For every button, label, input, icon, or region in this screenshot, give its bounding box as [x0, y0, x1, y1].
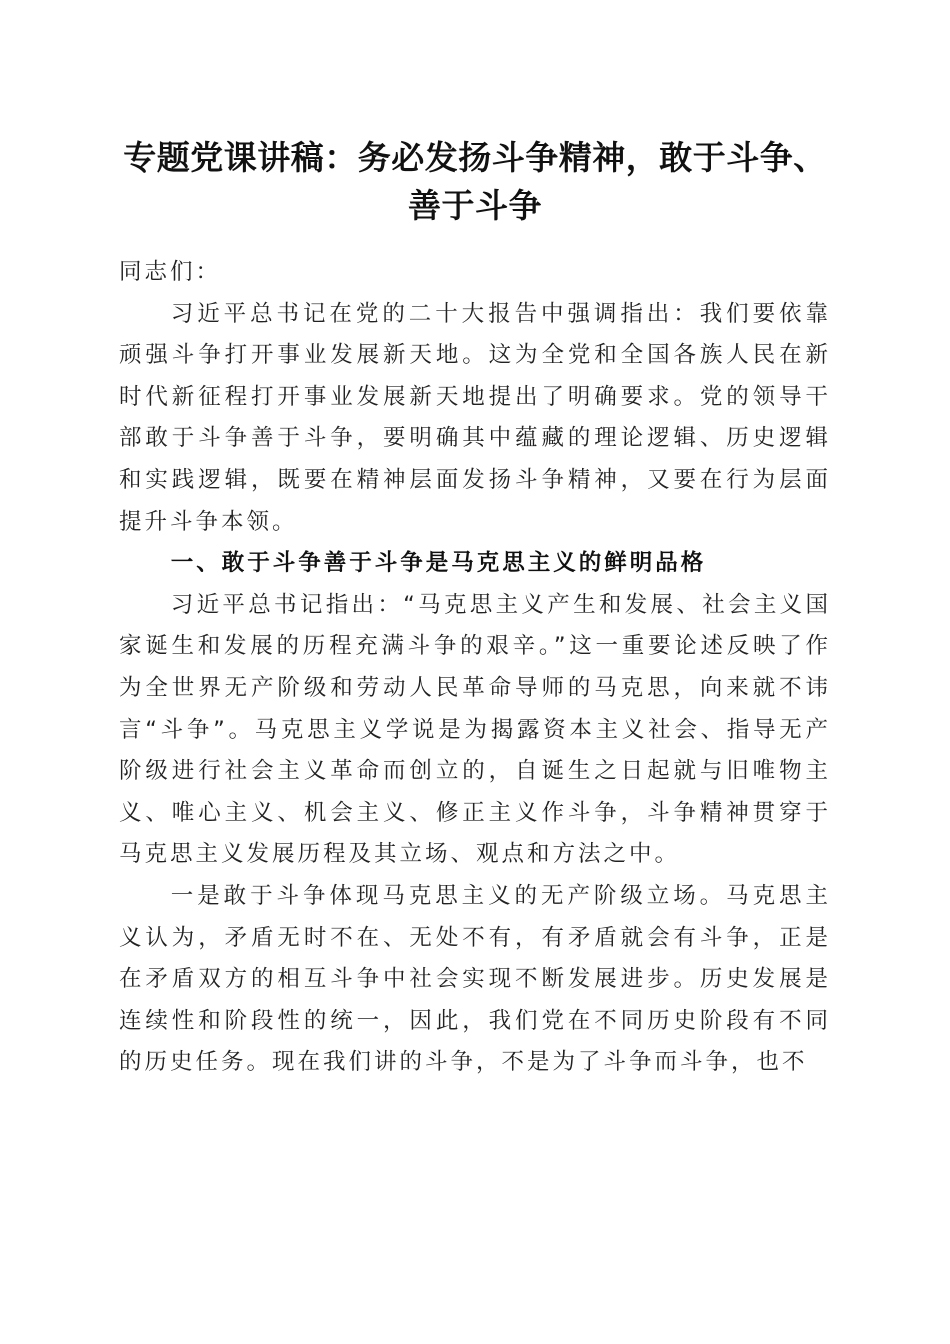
paragraph-marxism: 习近平总书记指出：“马克思主义产生和发展、社会主义国家诞生和发展的历程充满斗争的艰辛。”这一重要论述反映了作为全世界无产阶级和劳动人民革命导师的马克思，向来就不讳言“斗争”。马克思主义学说是为揭露资本主义社会、指导无产阶级进行社会主义革命而创立的，自诞生之日起就与旧唯物主义、唯心主义、机会主义、修正主义作斗争，斗争精神贯穿于马克思主义发展历程及其立场、观点和方法之中。 — [119, 591, 831, 868]
first-point-text: 马克思主义认为，矛盾无时不在、无处不有，有矛盾就会有斗争，正是在矛盾双方的相互斗争中社会实现不断发展进步。历史发展是连续性和阶段性的统一，因此，我们党在不同历史阶段有不同的历史任务。现在我们讲的斗争，不是为了斗争而斗争，也不 — [119, 882, 831, 1076]
title-line-2: 善于斗争 — [408, 186, 542, 225]
document-body — [119, 252, 831, 1084]
paragraph-first-point — [119, 876, 831, 1084]
section-heading-1: 一、敢于斗争善于斗争是马克思主义的鲜明品格 — [170, 550, 707, 577]
first-point-lead: 一是敢于斗争体现马克思主义的无产阶级立场。 — [170, 882, 727, 909]
salutation: 同志们： — [119, 259, 222, 285]
title-line-1: 专题党课讲稿：务必发扬斗争精神，敢于斗争、 — [123, 138, 827, 177]
paragraph-intro: 习近平总书记在党的二十大报告中强调指出：我们要依靠顽强斗争打开事业发展新天地。这为全党和全国各族人民在新时代新征程打开事业发展新天地提出了明确要求。党的领导干部敢于斗争善于斗争，要明确其中蕴藏的理论逻辑、历史逻辑和实践逻辑，既要在精神层面发扬斗争精神，又要在行为层面提升斗争本领。 — [119, 300, 831, 535]
page-title — [100, 134, 850, 230]
